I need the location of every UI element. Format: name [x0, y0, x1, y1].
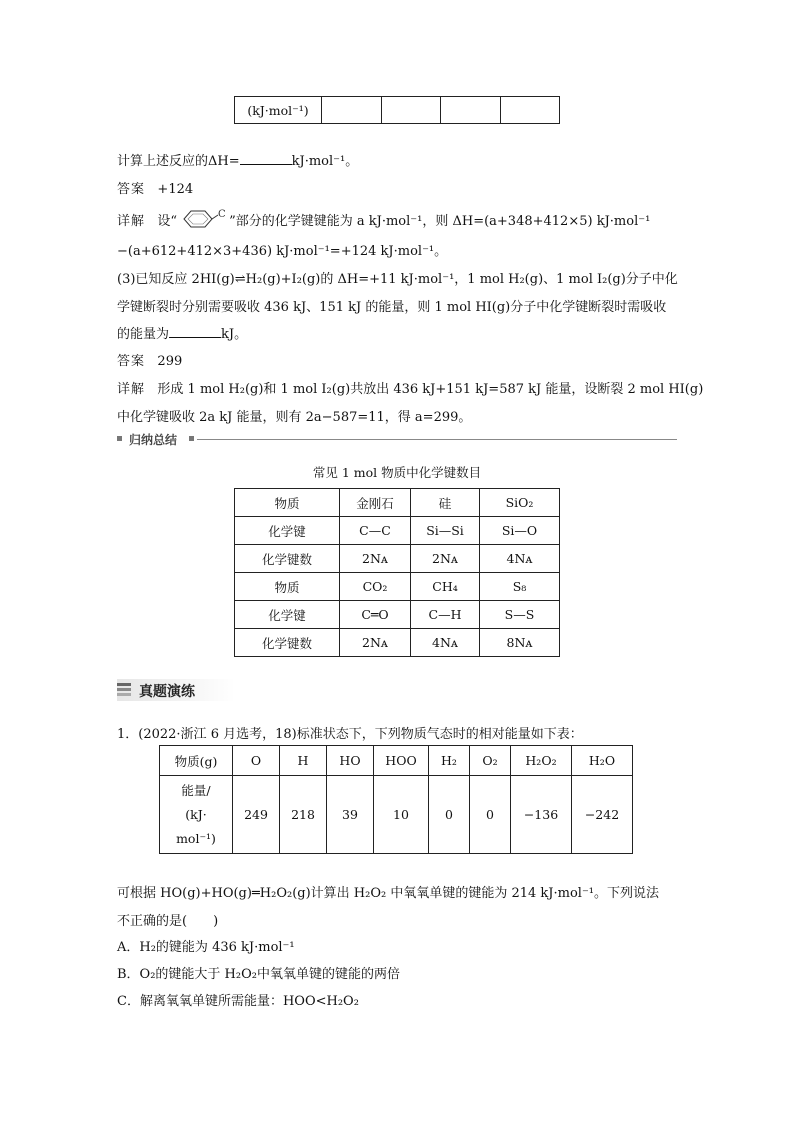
answer-blank	[240, 152, 292, 165]
cell: 39	[327, 776, 374, 854]
cell: 物质(g)	[160, 746, 233, 776]
q2-detail-line2: −(a+612+412×3+436) kJ·mol⁻¹=+124 kJ·mol⁻¹。	[117, 244, 448, 259]
answer-blank	[169, 325, 221, 338]
answer-value: +124	[157, 182, 194, 197]
energy-label-3: mol⁻¹)	[176, 830, 216, 846]
cell: −242	[572, 776, 633, 854]
cell: 4Nᴀ	[411, 629, 480, 657]
cell: 2Nᴀ	[340, 629, 411, 657]
cell: S₈	[480, 573, 560, 601]
square-bullet-icon	[189, 436, 194, 441]
q3-detail-line1	[117, 378, 703, 397]
cell: 10	[374, 776, 429, 854]
answer-label: 答案	[117, 182, 146, 197]
q3-line2: 学键断裂时分别需要吸收 436 kJ、151 kJ 的能量，则 1 mol HI(g)分子中化学键断裂时需吸收	[117, 300, 667, 315]
cell: −136	[511, 776, 572, 854]
cell: Si—Si	[411, 517, 480, 545]
cell: CO₂	[340, 573, 411, 601]
empty-cell	[381, 97, 441, 124]
cell: 0	[470, 776, 511, 854]
option-b: B．O₂的键能大于 H₂O₂中氧氧单键的键能的两倍	[117, 967, 400, 982]
answer-value: 299	[157, 354, 183, 369]
detail-label: 详解	[117, 382, 146, 397]
q1-stem-line2: 不正确的是( )	[117, 914, 219, 929]
cell: 物质	[235, 573, 340, 601]
q2-prompt-suffix: kJ·mol⁻¹。	[291, 154, 359, 169]
bond-count-table	[234, 488, 560, 657]
cell: O₂	[470, 746, 511, 776]
q1-stem-line1: 可根据 HO(g)+HO(g)═H₂O₂(g)计算出 H₂O₂ 中氧氧单键的键能为 214 kJ·mol⁻¹。下列说法	[117, 886, 660, 901]
option-a: A．H₂的键能为 436 kJ·mol⁻¹	[117, 940, 295, 955]
cell: 化学键	[235, 601, 340, 629]
detail-label: 详解	[117, 213, 146, 229]
cell: Si—O	[480, 517, 560, 545]
empty-cell	[441, 97, 501, 124]
cell: 4Nᴀ	[480, 545, 560, 573]
cell: C—H	[411, 601, 480, 629]
practice-header	[117, 679, 235, 701]
detail-text-post: ”部分的化学键键能为 a kJ·mol⁻¹，则 ΔH=(a+348+412×5) kJ·mol⁻¹	[229, 213, 651, 229]
summary-title: 归纳总结	[129, 433, 178, 447]
energy-label-1: 能量/	[181, 782, 211, 798]
q3-line3	[117, 323, 247, 342]
cell: H₂O	[572, 746, 633, 776]
cell: HO	[327, 746, 374, 776]
q3-line3-post: kJ。	[221, 327, 248, 342]
cell: 化学键数	[235, 545, 340, 573]
cell: 0	[429, 776, 470, 854]
cell: O	[233, 746, 280, 776]
empty-cell	[500, 97, 560, 124]
q2-detail-line1	[117, 208, 650, 230]
cell: C═O	[340, 601, 411, 629]
q3-answer	[117, 350, 182, 369]
practice-title: 真题演练	[139, 684, 195, 700]
cell: SiO₂	[480, 489, 560, 517]
energy-label-2: (kJ·	[185, 806, 207, 822]
benzyl-c-label: C	[218, 209, 226, 220]
square-bullet-icon	[117, 436, 122, 441]
detail-text-pre: 设“	[157, 213, 178, 229]
detail-text: 形成 1 mol H₂(g)和 1 mol I₂(g)共放出 436 kJ+151 kJ=587 kJ 能量，设断裂 2 mol HI(g)	[157, 382, 704, 397]
cell: H₂O₂	[511, 746, 572, 776]
cell: 化学键数	[235, 629, 340, 657]
q2-prompt	[117, 150, 358, 169]
cell: 249	[233, 776, 280, 854]
empty-cell	[322, 97, 382, 124]
cell: 硅	[411, 489, 480, 517]
cell: 2Nᴀ	[411, 545, 480, 573]
q2-answer	[117, 178, 193, 197]
cell: 8Nᴀ	[480, 629, 560, 657]
cell: C—C	[340, 517, 411, 545]
cell: 物质	[235, 489, 340, 517]
q3-line1: (3)已知反应 2HI(g)⇌H₂(g)+I₂(g)的 ΔH=+11 kJ·mol⁻¹，1 mol H₂(g)、1 mol I₂(g)分子中化	[117, 272, 678, 287]
q3-line3-pre: 的能量为	[117, 327, 170, 342]
option-c: C．解离氧氧单键所需能量：HOO<H₂O₂	[117, 994, 359, 1009]
cell: HOO	[374, 746, 429, 776]
section-icon	[117, 683, 131, 697]
summary-table-title: 常见 1 mol 物质中化学键数目	[312, 465, 482, 480]
energy-table	[159, 745, 633, 854]
divider	[197, 439, 677, 440]
cell: 化学键	[235, 517, 340, 545]
cell: CH₄	[411, 573, 480, 601]
energy-label-cell	[160, 776, 233, 854]
cell: 2Nᴀ	[340, 545, 411, 573]
cell: H₂	[429, 746, 470, 776]
cell: S—S	[480, 601, 560, 629]
q1-stem: 1．(2022·浙江 6 月选考，18)标准状态下，下列物质气态时的相对能量如下表：	[117, 727, 583, 742]
benzene-ring-icon	[178, 208, 228, 230]
cell: 218	[280, 776, 327, 854]
cell: H	[280, 746, 327, 776]
summary-header	[117, 431, 677, 447]
top-energy-table	[234, 96, 560, 124]
unit-cell: (kJ·mol⁻¹)	[235, 97, 322, 124]
cell: 金刚石	[340, 489, 411, 517]
q3-detail-line2: 中化学键吸收 2a kJ 能量，则有 2a−587=11，得 a=299。	[117, 410, 472, 425]
answer-label: 答案	[117, 354, 146, 369]
q2-prompt-prefix: 计算上述反应的ΔH=	[117, 154, 240, 169]
